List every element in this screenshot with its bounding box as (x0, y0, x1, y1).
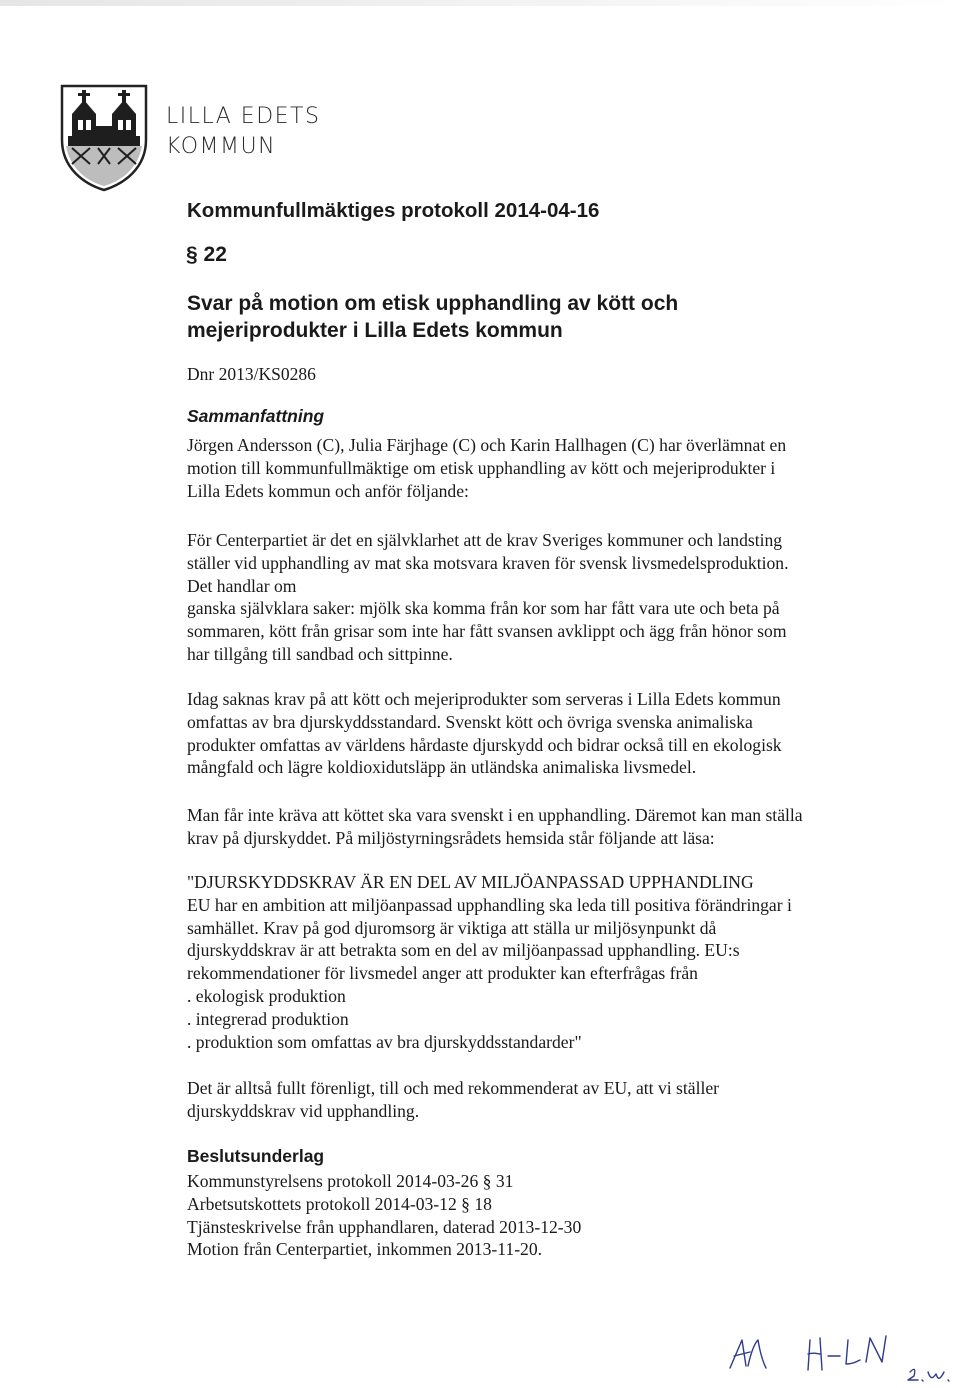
summary-intro (187, 434, 887, 502)
text-line: samhället. Krav på god djuromsorg är viktiga att ställa ur miljösynpunkt då (187, 917, 717, 938)
list-item: Arbetsutskottets protokoll 2014-03-12 § 18 (187, 1193, 492, 1214)
today-paragraph (187, 688, 887, 779)
list-item: . produktion som omfattas av bra djurskyddsstandarder" (187, 1031, 582, 1052)
text-line: Idag saknas krav på att kött och mejeriprodukter som serveras i Lilla Edets kommun (187, 689, 781, 709)
case-number: Dnr 2013/KS0286 (187, 364, 316, 384)
scan-edge (0, 0, 960, 6)
text-line: sommaren, kött från grisar som inte har fått svansen avklippt och ägg från hönor som (187, 621, 787, 642)
signature-initials (690, 1318, 960, 1388)
decision-basis-list (187, 1170, 887, 1261)
list-item: . integrerad produktion (187, 1008, 349, 1029)
text-line: mångfald och lägre koldioxidutsläpp än utländska animaliska livsmedel. (187, 757, 697, 778)
text-line: ganska självklara saker: mjölk ska komma från kor som har fått vara ute och beta på (187, 598, 780, 619)
summary-heading: Sammanfattning (187, 406, 325, 426)
organization-name (166, 102, 320, 162)
paragraph-number: § 22 (186, 243, 227, 266)
text-line: Lilla Edets kommun och anför följande: (187, 480, 469, 501)
coat-of-arms-icon (58, 82, 150, 192)
motion-text (187, 529, 887, 666)
list-item: . ekologisk produktion (187, 985, 346, 1006)
list-item: Tjänsteskrivelse från upphandlaren, daterad 2013-12-30 (187, 1216, 582, 1237)
text-line: Det är alltså fullt förenligt, till och med rekommenderat av EU, att vi ställer (187, 1078, 720, 1098)
org-name-line-2: KOMMUN (166, 134, 277, 159)
conclusion-paragraph (187, 1077, 887, 1123)
document-title (187, 290, 887, 344)
text-line: djurskyddskrav är att betrakta som en del av miljöanpassad upphandling. EU:s (187, 940, 740, 961)
text-line: EU har en ambition att miljöanpassad upphandling ska leda till positiva förändringar i (187, 894, 792, 915)
procurement-paragraph (187, 804, 887, 850)
list-item: Kommunstyrelsens protokoll 2014-03-26 § 31 (187, 1171, 514, 1191)
text-line: djurskyddskrav vid upphandling. (187, 1100, 420, 1121)
protocol-heading: Kommunfullmäktiges protokoll 2014-04-16 (187, 199, 600, 222)
quoted-text (187, 871, 887, 1053)
text-line: produkter omfattas av världens hårdaste djurskydd och bidrar också till en ekologisk (187, 734, 782, 755)
text-line: Det handlar om (187, 575, 297, 596)
text-line: har tillgång till sandbad och sittpinne. (187, 643, 453, 664)
text-line: motion till kommunfullmäktige om etisk upphandling av kött och mejeriprodukter i (187, 457, 776, 478)
title-line: Svar på motion om etisk upphandling av kött och (187, 292, 679, 315)
text-line: ställer vid upphandling av mat ska motsvara kraven för svensk livsmedelsproduktion. (187, 552, 789, 573)
text-line: För Centerpartiet är det en självklarhet att de krav Sveriges kommuner och landsting (187, 530, 783, 550)
text-line: rekommendationer för livsmedel anger att produkter kan efterfrågas från (187, 963, 698, 984)
text-line: omfattas av bra djurskyddsstandard. Svenskt kött och övriga svenska animaliska (187, 711, 753, 732)
list-item: Motion från Centerpartiet, inkommen 2013-11-20. (187, 1239, 543, 1260)
text-line: krav på djurskyddet. På miljöstyrningsrådets hemsida står följande att läsa: (187, 827, 715, 848)
text-line: Jörgen Andersson (C), Julia Färjhage (C) och Karin Hallhagen (C) har överlämnat en (187, 435, 787, 455)
text-line: "DJURSKYDDSKRAV ÄR EN DEL AV MILJÖANPASSAD UPPHANDLING (187, 872, 754, 892)
org-name-line-1: LILLA EDETS (166, 104, 321, 129)
text-line: Man får inte kräva att köttet ska vara svenskt i en upphandling. Däremot kan man ställa (187, 805, 803, 825)
title-line: mejeriprodukter i Lilla Edets kommun (187, 319, 563, 342)
decision-basis-heading: Beslutsunderlag (187, 1146, 325, 1166)
